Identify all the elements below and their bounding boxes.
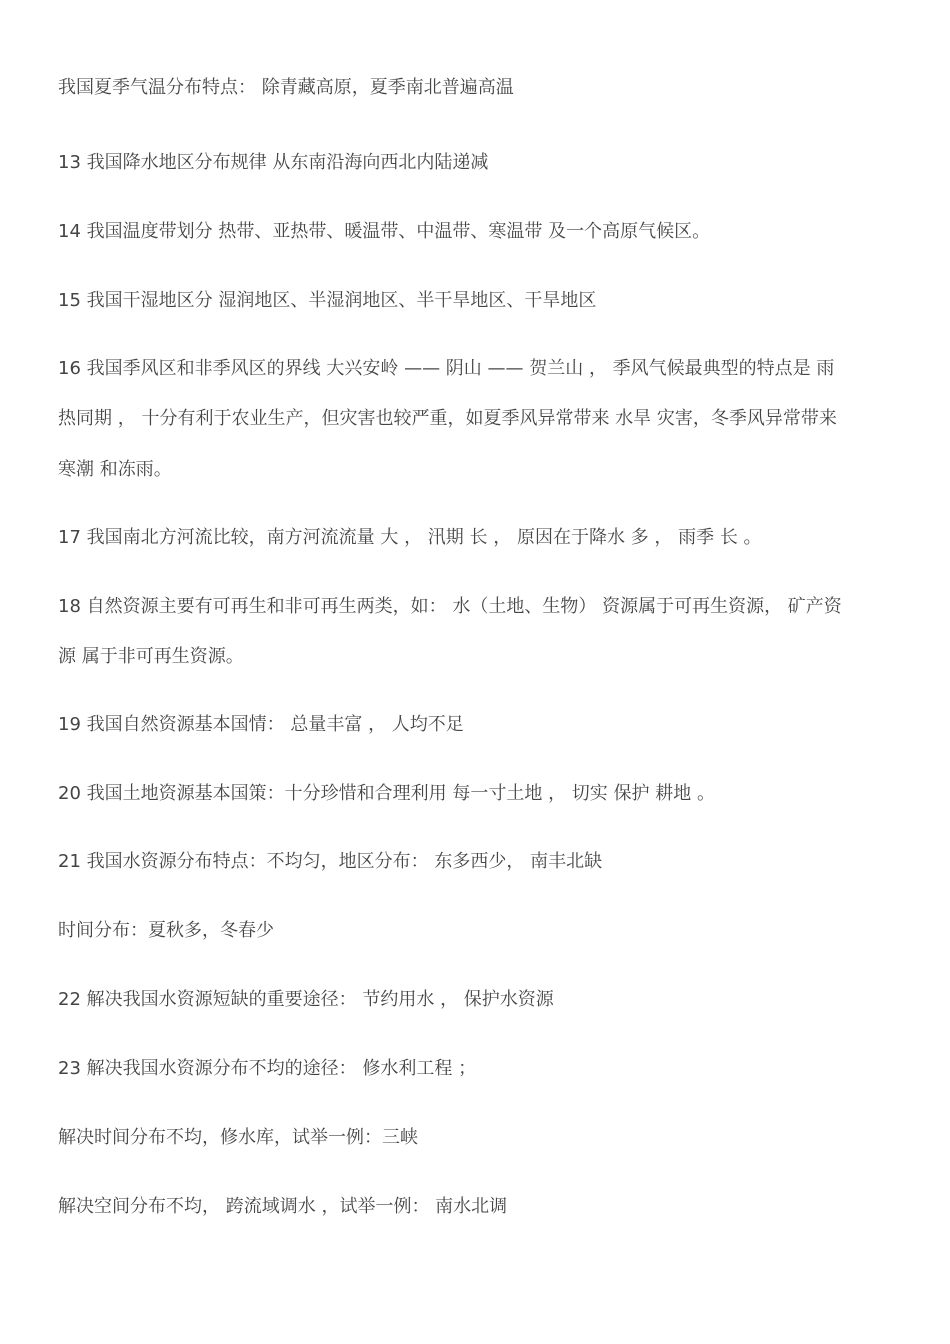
text-line-23-space-solution: 解决空间分布不均， 跨流域调水 ，试举一例： 南水北调 xyxy=(58,1196,508,1217)
text-line-16-monsoon-b: 热同期 ， 十分有利于农业生产，但灾害也较严重，如夏季风异常带来 水旱 灾害，冬季风异常带来 xyxy=(58,408,837,429)
text-line-summer-temperature: 我国夏季气温分布特点： 除青藏高原，夏季南北普遍高温 xyxy=(58,77,514,98)
text-line-14-temperature-zones: 14 我国温度带划分 热带、亚热带、暖温带、中温带、寒温带 及一个高原气候区。 xyxy=(58,221,711,242)
text-line-16-monsoon-c: 寒潮 和冻雨。 xyxy=(58,459,172,480)
text-line-18-resources-b: 源 属于非可再生资源。 xyxy=(58,646,244,667)
text-line-13-precipitation: 13 我国降水地区分布规律 从东南沿海向西北内陆递减 xyxy=(58,152,489,173)
text-line-23-uneven-solution: 23 解决我国水资源分布不均的途径： 修水利工程 ； xyxy=(58,1058,477,1079)
text-line-16-monsoon-a: 16 我国季风区和非季风区的界线 大兴安岭 —— 阴山 —— 贺兰山 ， 季风气候最典型的特点是 雨 xyxy=(58,358,835,379)
text-line-20-land-policy: 20 我国土地资源基本国策：十分珍惜和合理利用 每一寸土地 ， 切实 保护 耕地 。 xyxy=(58,783,715,804)
text-line-18-resources-a: 18 自然资源主要有可再生和非可再生两类，如： 水（土地、生物） 资源属于可再生资源， 矿产资 xyxy=(58,596,842,617)
text-line-23-time-solution: 解决时间分布不均，修水库，试举一例：三峡 xyxy=(58,1127,418,1148)
text-line-21-time-distribution: 时间分布：夏秋多，冬春少 xyxy=(58,920,274,941)
text-line-17-rivers: 17 我国南北方河流比较，南方河流流量 大 ， 汛期 长 ， 原因在于降水 多 ， 雨季 长 。 xyxy=(58,527,762,548)
text-line-19-national-situation: 19 我国自然资源基本国情： 总量丰富 ， 人均不足 xyxy=(58,714,464,735)
text-line-22-water-shortage: 22 解决我国水资源短缺的重要途径： 节约用水 ， 保护水资源 xyxy=(58,989,554,1010)
text-line-21-water-distribution: 21 我国水资源分布特点：不均匀，地区分布： 东多西少， 南丰北缺 xyxy=(58,851,603,872)
text-line-15-dry-wet-regions: 15 我国干湿地区分 湿润地区、半湿润地区、半干旱地区、干旱地区 xyxy=(58,290,597,311)
